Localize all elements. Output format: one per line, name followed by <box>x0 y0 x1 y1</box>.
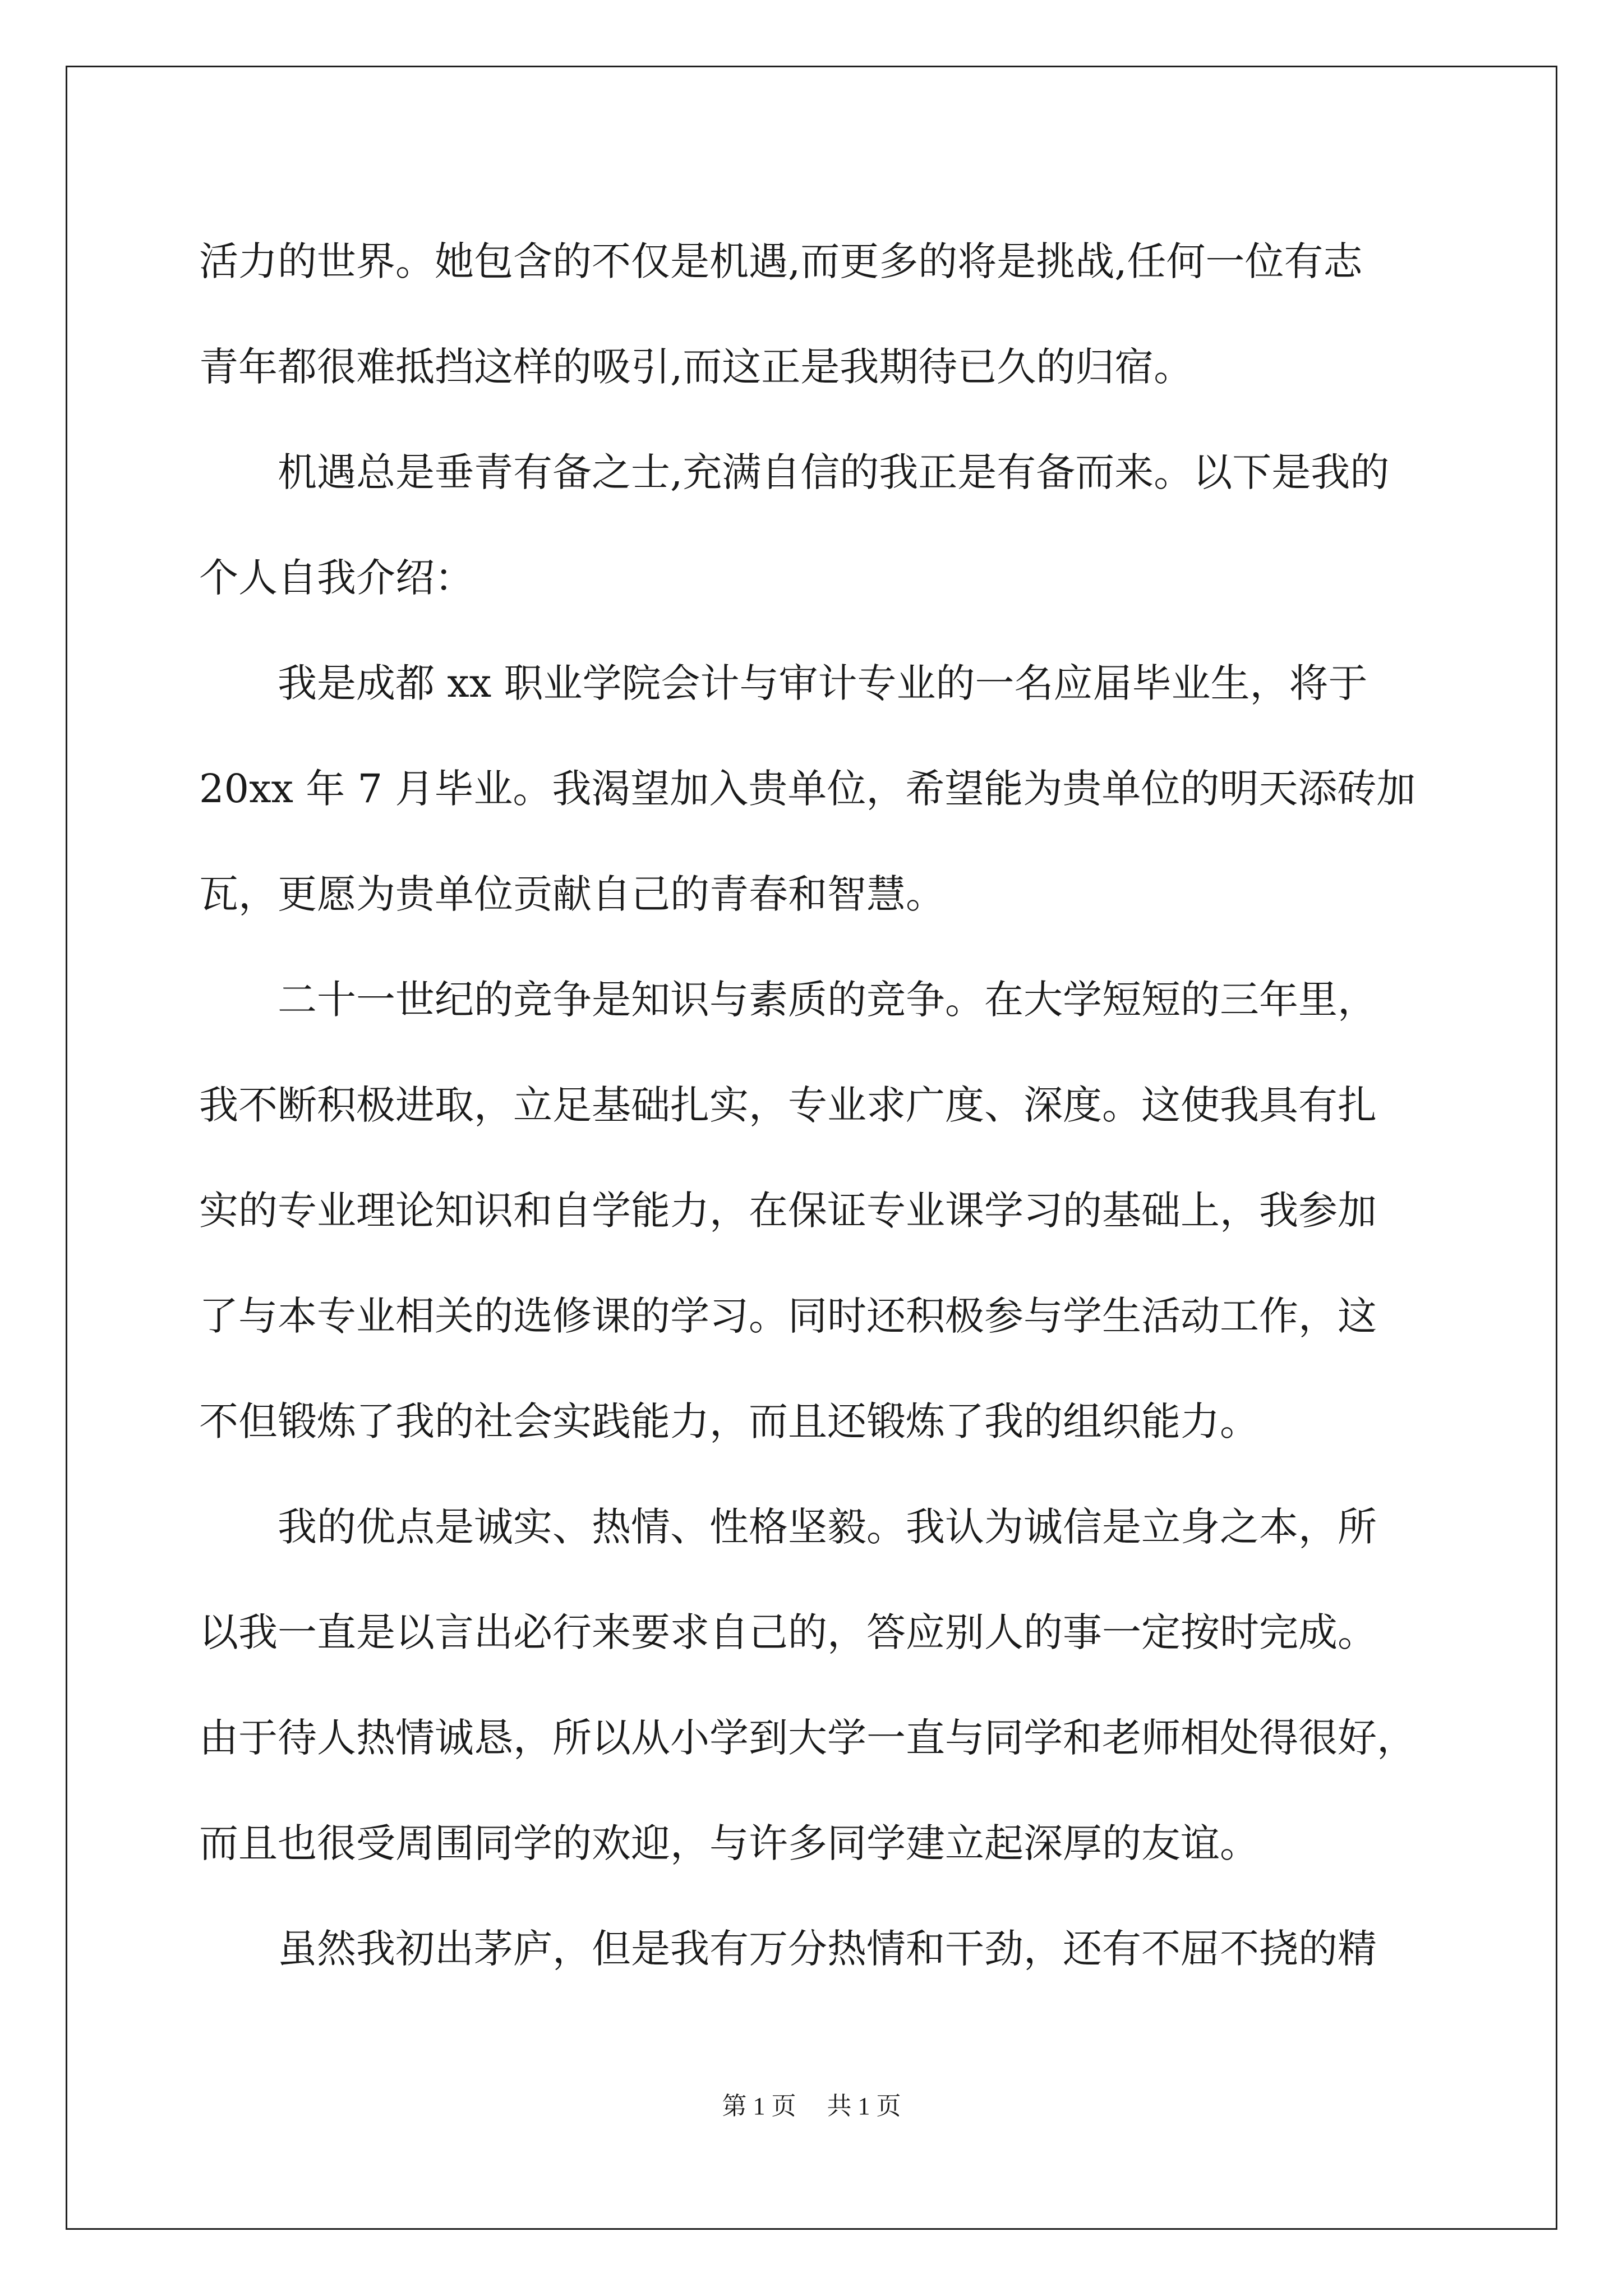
text-line: 瓦，更愿为贵单位贡献自己的青春和智慧。 <box>199 871 945 917</box>
text-line: 个人自我介绍： <box>199 555 474 601</box>
text-line: 虽然我初出茅庐，但是我有万分热情和干劲，还有不屈不挠的精 <box>199 1926 1377 1972</box>
document-body <box>199 209 1467 2001</box>
text-line: 活力的世界。她包含的不仅是机遇,而更多的将是挑战,任何一位有志 <box>199 238 1363 284</box>
text-line: 我的优点是诚实、热情、性格坚毅。我认为诚信是立身之本，所 <box>199 1504 1377 1550</box>
text-line: 以我一直是以言出必行来要求自己的，答应别人的事一定按时完成。 <box>199 1609 1377 1655</box>
text-line: 我不断积极进取，立足基础扎实，专业求广度、深度。这使我具有扎 <box>199 1082 1377 1128</box>
text-line: 我是成都 xx 职业学院会计与审计专业的一名应届毕业生，将于 <box>199 660 1368 706</box>
text-line: 实的专业理论知识和自学能力，在保证专业课学习的基础上，我参加 <box>199 1188 1377 1234</box>
text-line: 不但锻炼了我的社会实践能力，而且还锻炼了我的组织能力。 <box>199 1398 1259 1444</box>
text-line: 机遇总是垂青有备之士,充满自信的我正是有备而来。以下是我的 <box>199 449 1390 495</box>
text-line: 了与本专业相关的选修课的学习。同时还积极参与学生活动工作，这 <box>199 1293 1377 1339</box>
text-line: 青年都很难抵挡这样的吸引,而这正是我期待已久的归宿。 <box>199 344 1193 390</box>
page-number-footer: 第 1 页 共 1 页 <box>722 2092 901 2120</box>
text-line: 而且也很受周围同学的欢迎，与许多同学建立起深厚的友谊。 <box>199 1820 1259 1866</box>
text-line: 20xx 年 7 月毕业。我渴望加入贵单位，希望能为贵单位的明天添砖加 <box>199 766 1416 812</box>
text-line: 二十一世纪的竞争是知识与素质的竞争。在大学短短的三年里， <box>199 977 1377 1023</box>
text-line: 由于待人热情诚恳，所以从小学到大学一直与同学和老师相处得很好， <box>199 1715 1416 1761</box>
